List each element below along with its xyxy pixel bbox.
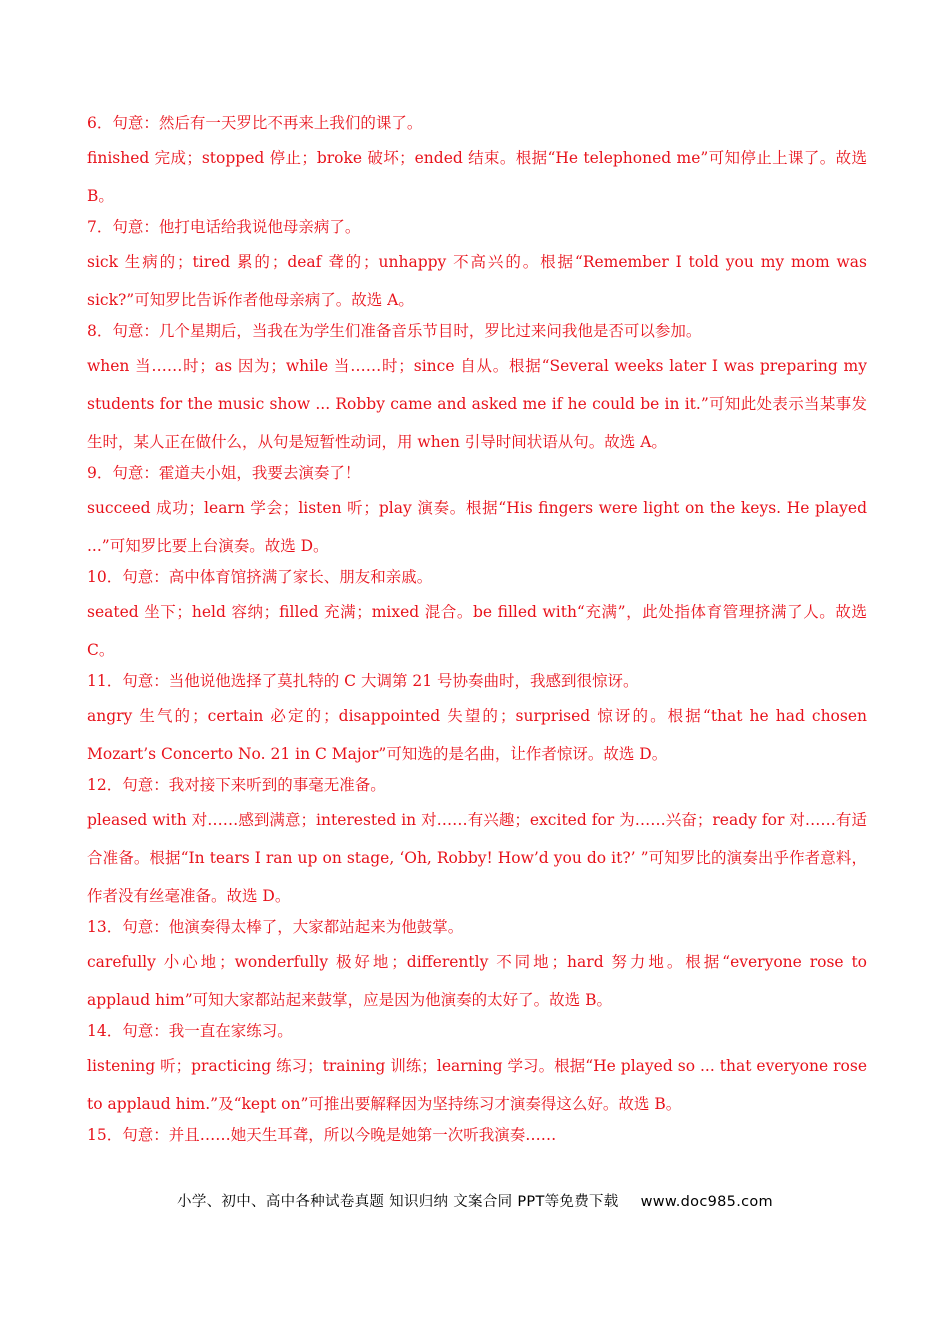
item-14 [87, 1020, 867, 1123]
item-9-explanation: succeed 成功；learn 学会；listen 听；play 演奏。根据“His fingers were light on the keys. He played ...”可知罗比要上台演奏。故选 D。 [87, 499, 867, 555]
page-footer [0, 1190, 950, 1211]
item-12-question: 12．句意：我对接下来听到的事毫无准备。 [87, 776, 386, 794]
footer-website-link[interactable]: www.doc985.com [640, 1194, 773, 1210]
item-6 [87, 112, 867, 215]
item-11-question: 11．句意：当他说他选择了莫扎特的 C 大调第 21 号协奏曲时，我感到很惊讶。 [87, 672, 639, 690]
item-13-explanation: carefully 小心地；wonderfully 极好地；differently 不同地；hard 努力地。根据“everyone rose to applaud him”可知大家都站起来鼓掌，应是因为他演奏的太好了。故选 B。 [87, 953, 867, 1009]
item-15 [87, 1124, 867, 1146]
item-7 [87, 216, 867, 319]
item-6-explanation: finished 完成；stopped 停止；broke 破坏；ended 结束。根据“He telephoned me”可知停止上课了。故选 B。 [87, 149, 867, 205]
item-7-question: 7．句意：他打电话给我说他母亲病了。 [87, 218, 361, 236]
item-12-explanation: pleased with 对……感到满意；interested in 对……有兴趣；excited for 为……兴奋；ready for 对……有适合准备。根据“In tears I ran up on stage, ‘Oh, Robby! How’d you do it?’ ”可知罗比的演奏出乎作者意料，作者没有丝毫准备。故选 D。 [87, 811, 867, 905]
item-11 [87, 670, 867, 773]
item-13-question: 13．句意：他演奏得太棒了，大家都站起来为他鼓掌。 [87, 918, 464, 936]
item-13 [87, 916, 867, 1019]
item-9-question: 9．句意：霍道夫小姐，我要去演奏了！ [87, 464, 361, 482]
item-11-explanation: angry 生气的；certain 必定的；disappointed 失望的；surprised 惊讶的。根据“that he had chosen Mozart’s Concerto No. 21 in C Major”可知选的是名曲，让作者惊讶。故选 D。 [87, 707, 867, 763]
item-8 [87, 320, 867, 461]
item-8-explanation: when 当……时；as 因为；while 当……时；since 自从。根据“Several weeks later I was preparing my students for the music show ... Robby came and asked me if he could be in it.”可知此处表示当某事发生时，某人正在做什么，从句是短暂性动词，用 when 引导时间状语从句。故选 A。 [87, 357, 867, 451]
item-8-question: 8．句意：几个星期后，当我在为学生们准备音乐节目时，罗比过来问我他是否可以参加。 [87, 322, 702, 340]
item-10-explanation: seated 坐下；held 容纳；filled 充满；mixed 混合。be filled with“充满”，此处指体育管理挤满了人。故选 C。 [87, 603, 867, 659]
item-12 [87, 774, 867, 915]
item-10 [87, 566, 867, 669]
item-6-question: 6．句意：然后有一天罗比不再来上我们的课了。 [87, 114, 423, 132]
item-9 [87, 462, 867, 565]
item-15-question: 15．句意：并且……她天生耳聋，所以今晚是她第一次听我演奏…… [87, 1126, 557, 1144]
footer-tagline: 小学、初中、高中各种试卷真题 知识归纳 文案合同 PPT等免费下载 [177, 1194, 619, 1210]
item-7-explanation: sick 生病的；tired 累的；deaf 聋的；unhappy 不高兴的。根据“Remember I told you my mom was sick?”可知罗比告诉作者他母亲病了。故选 A。 [87, 253, 867, 309]
answer-explanations [87, 112, 867, 1159]
item-14-explanation: listening 听；practicing 练习；training 训练；learning 学习。根据“He played so ... that everyone rose to applaud him.”及“kept on”可推出要解释因为坚持练习才演奏得这么好。故选 B。 [87, 1057, 867, 1113]
item-10-question: 10．句意：高中体育馆挤满了家长、朋友和亲戚。 [87, 568, 433, 586]
item-14-question: 14．句意：我一直在家练习。 [87, 1022, 293, 1040]
